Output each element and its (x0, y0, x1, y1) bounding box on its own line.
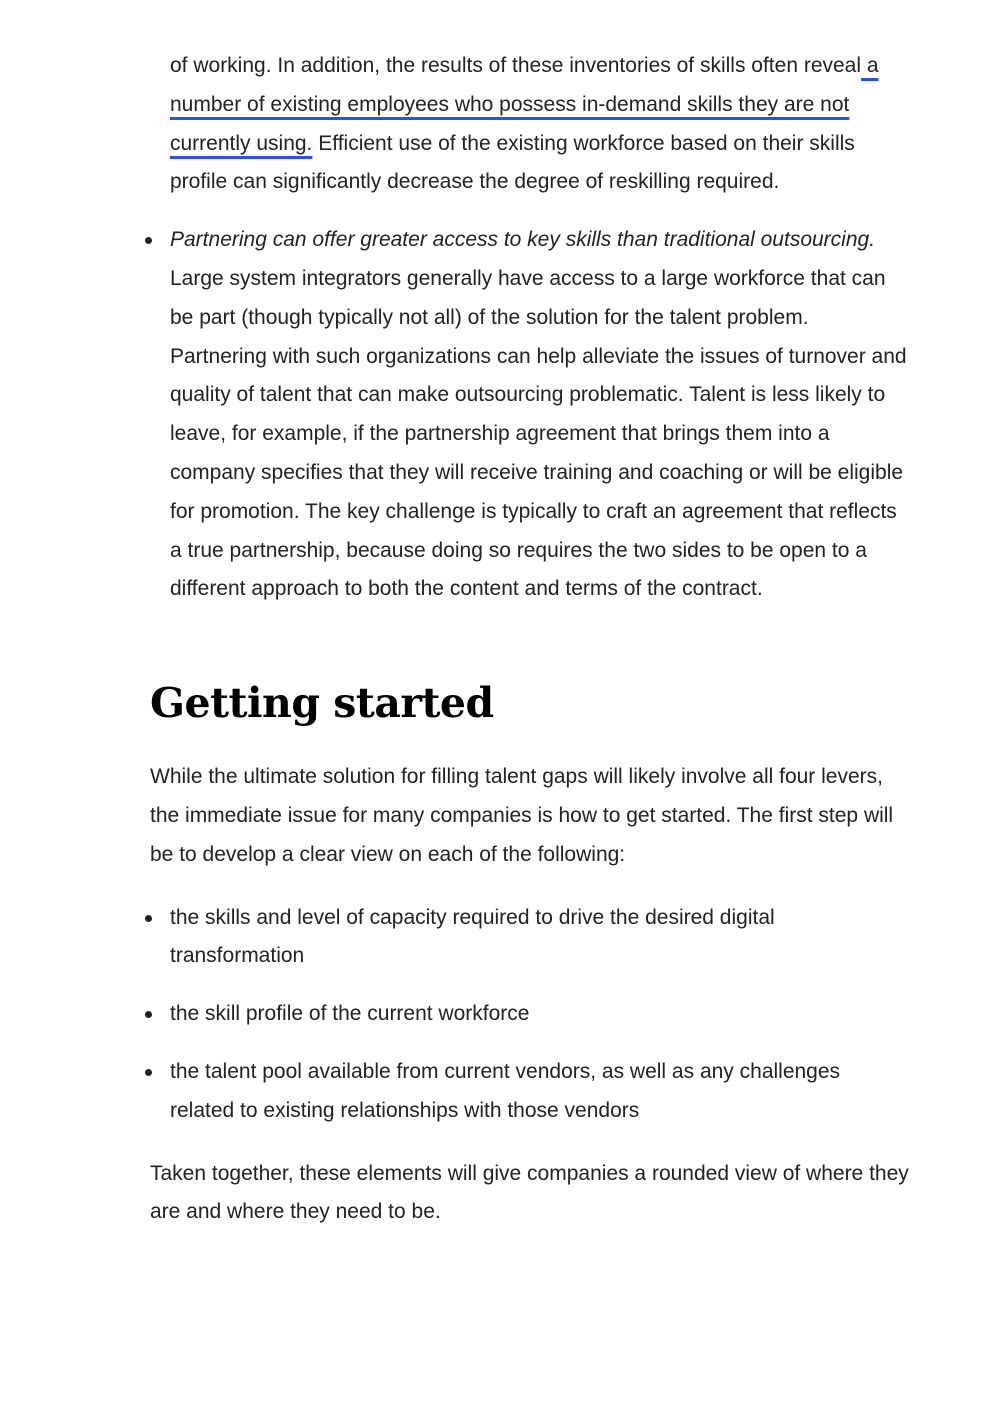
bullet-icon (145, 1011, 152, 1018)
section-heading-getting-started: Getting started (150, 679, 494, 728)
inline-link-existing-employees[interactable]: a number of existing employees who possess in-demand skills they are not currently using. (170, 54, 879, 155)
bullet-icon (145, 237, 152, 244)
list-item-text: the skills and level of capacity required to drive the desired digital transformation (170, 905, 775, 968)
intro-paragraph: While the ultimate solution for filling talent gaps will likely involve all four levers, the immediate issue for many companies is how to get started. The first step will be to develop a clear view on each of the following: (150, 765, 894, 866)
list-item-text: the skill profile of the current workforce (170, 1002, 530, 1026)
list-item-text: the talent pool available from current vendors, as well as any challenges related to existing relationships with those vendors (170, 1059, 841, 1122)
first-steps-list (150, 899, 910, 1131)
item-text-before-link: of working. In addition, the results of these inventories of skills often reveal (170, 54, 862, 77)
item-text-after-link: Efficient use of the existing workforce based on their skills profile can significantly decrease the degree of reskilling required. (170, 131, 855, 194)
bullet-icon (145, 915, 152, 922)
list-item-inventory-continued (150, 47, 910, 202)
levers-list (150, 47, 910, 609)
list-item (150, 1053, 910, 1131)
list-item-partnering (150, 221, 910, 609)
conclusion-paragraph: Taken together, these elements will give companies a rounded view of where they are and where they need to be. (150, 1161, 909, 1224)
bullet-icon (145, 1069, 152, 1076)
list-item (150, 899, 910, 977)
item-italic-lead: Partnering can offer greater access to key skills than traditional outsourcing. (170, 228, 876, 252)
article-body (150, 47, 910, 1232)
item-body-text: Large system integrators generally have access to a large workforce that can be part (though typically not all) of the solution for the talent problem. Partnering with such organizations can help alleviate the issues of turnover and quality of talent that can make outsourcing problematic. Talent is less likely to leave, for example, if the partnership agreement that brings them into a company specifies that they will receive training and coaching or will be eligible for promotion. The key challenge is typically to craft an agreement that reflects a true partnership, because doing so requires the two sides to be open to a different approach to both the content and terms of the contract. (170, 266, 907, 601)
list-item (150, 995, 910, 1034)
